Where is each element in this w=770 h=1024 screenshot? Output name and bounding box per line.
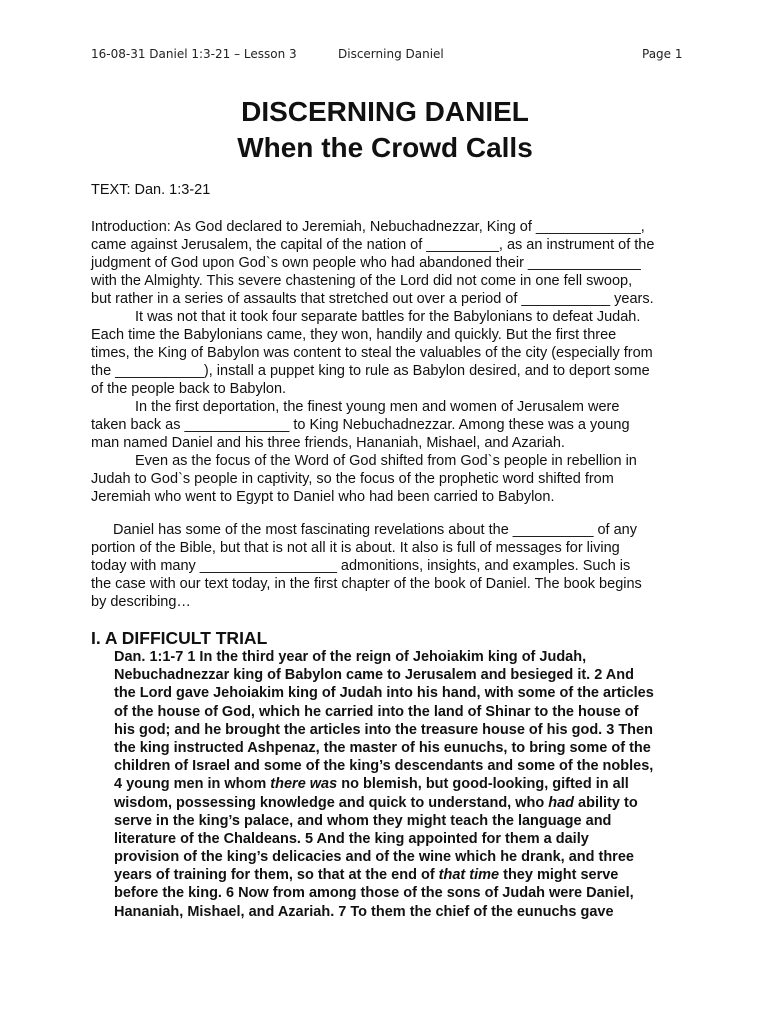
paragraph-line: the ___________), install a puppet king to rule as Babylon desired, and to deport some (91, 363, 650, 379)
scripture-line (114, 866, 684, 884)
scripture-text: wisdom, possessing knowledge and quick to understand, who (114, 794, 549, 811)
text-reference-line: TEXT: Dan. 1:3-21 (91, 182, 211, 198)
scripture-line: provision of the king’s delicacies and of the wine which he drank, and three (114, 849, 634, 866)
header-title: Discerning Daniel (338, 47, 444, 61)
section-heading: I. A DIFFICULT TRIAL (91, 628, 268, 648)
paragraph-line: the case with our text today, in the first chapter of the book of Daniel. The book begins (91, 576, 642, 592)
scripture-text: 4 young men in whom (114, 776, 271, 793)
paragraph-line: portion of the Bible, but that is not all it is about. It also is full of messages for living (91, 540, 620, 556)
scripture-passage (114, 648, 684, 921)
paragraph-line: Daniel has some of the most fascinating revelations about the __________ of any (113, 522, 637, 538)
scripture-line: serve in the king’s palace, and whom they might teach the language and (114, 812, 612, 829)
page-title: DISCERNING DANIEL (241, 96, 529, 127)
scripture-line: the king instructed Ashpenaz, the master of his eunuchs, to bring some of the (114, 739, 651, 756)
scripture-line: children of Israel and some of the king’s descendants and some of the nobles, (114, 758, 654, 775)
scripture-line (114, 794, 684, 812)
scripture-line: of the house of God, which he carried into the land of Shinar to the house of (114, 703, 639, 720)
paragraph-line: It was not that it took four separate battles for the Babylonians to defeat Judah. (135, 309, 641, 325)
scripture-line: literature of the Chaldeans. 5 And the king appointed for them a daily (114, 830, 589, 847)
daniel-paragraph (91, 521, 683, 611)
paragraph-line: Each time the Babylonians came, they won, handily and quickly. But the first three (91, 327, 617, 343)
paragraph-line: Jeremiah who went to Egypt to Daniel who had been carried to Babylon. (91, 489, 555, 505)
scripture-line: Nebuchadnezzar king of Babylon came to Jerusalem and besieged it. 2 And (114, 667, 634, 684)
intro-line: came against Jerusalem, the capital of the nation of _________, as an instrument of the (91, 237, 655, 253)
paragraph-line: Even as the focus of the Word of God shifted from God`s people in rebellion in (135, 453, 637, 469)
intro-line: Introduction: As God declared to Jeremiah, Nebuchadnezzar, King of _____________, (91, 219, 645, 235)
paragraph-line: by describing… (91, 594, 191, 610)
paragraph-line: taken back as _____________ to King Nebuchadnezzar. Among these was a young (91, 417, 630, 433)
introduction-paragraph (91, 218, 683, 506)
paragraph-line: of the people back to Babylon. (91, 381, 287, 397)
scripture-line: the Lord gave Jehoiakim king of Judah into his hand, with some of the articles (114, 685, 654, 702)
scripture-text: they might serve (499, 867, 619, 884)
intro-line: with the Almighty. This severe chastening of the Lord did not come in one fell swoop, (91, 273, 633, 289)
header-page-number: Page 1 (642, 47, 683, 61)
intro-line: judgment of God upon God`s own people who had abandoned their ______________ (91, 255, 641, 271)
paragraph-line: Judah to God`s people in captivity, so the focus of the prophetic word shifted from (91, 471, 614, 487)
paragraph-line: man named Daniel and his three friends, Hananiah, Mishael, and Azariah. (91, 435, 565, 451)
text-reference (91, 181, 683, 199)
intro-line: but rather in a series of assaults that stretched out over a period of ___________ years. (91, 291, 654, 307)
page-subtitle: When the Crowd Calls (237, 132, 533, 163)
scripture-italic-text: that time (438, 867, 500, 884)
scripture-italic-text: there was (270, 776, 338, 793)
scripture-line: before the king. 6 Now from among those of the sons of Judah were Daniel, (114, 885, 634, 902)
paragraph-line: today with many _________________ admonitions, insights, and examples. Such is (91, 558, 631, 574)
header-lesson-ref: 16-08-31 Daniel 1:3-21 – Lesson 3 (91, 47, 297, 61)
scripture-line: Dan. 1:1-7 1 In the third year of the reign of Jehoiakim king of Judah, (114, 649, 587, 665)
scripture-line: his god; and he brought the articles into the treasure house of his god. 3 Then (114, 721, 653, 738)
paragraph-line: In the first deportation, the finest young men and women of Jerusalem were (135, 399, 620, 415)
scripture-text: years of training for them, so that at the end of (114, 867, 439, 884)
scripture-line: Hananiah, Mishael, and Azariah. 7 To them the chief of the eunuchs gave (114, 903, 614, 920)
scripture-italic-text: had (548, 794, 575, 811)
scripture-text: no blemish, but good-looking, gifted in all (337, 776, 629, 793)
scripture-line (114, 775, 684, 793)
paragraph-line: times, the King of Babylon was content to steal the valuables of the city (especially from (91, 345, 653, 361)
scripture-text: ability to (574, 794, 638, 811)
